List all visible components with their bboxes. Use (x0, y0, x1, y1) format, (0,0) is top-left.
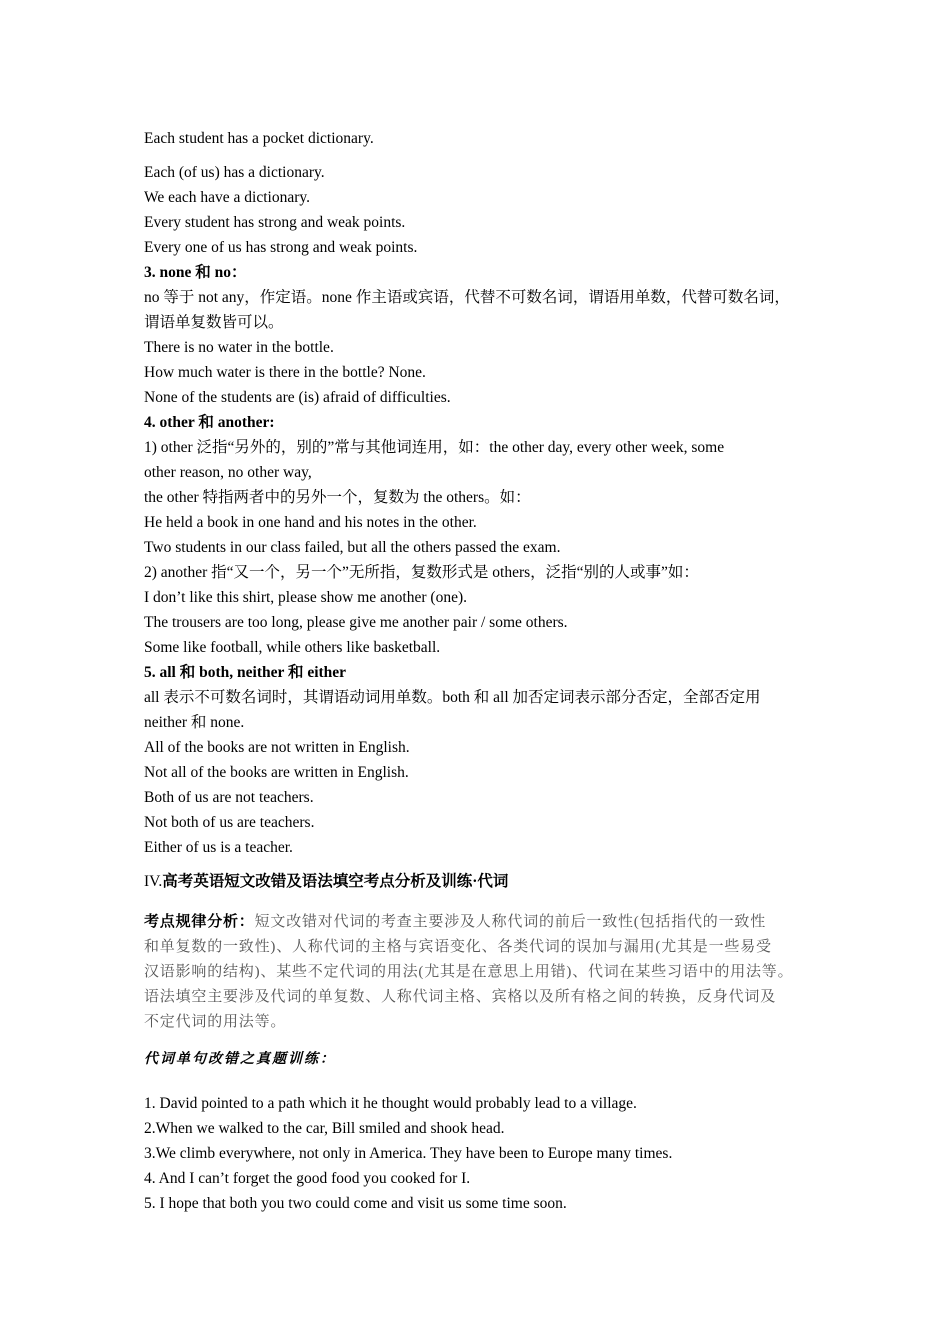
example-sentence: Each student has a pocket dictionary. (144, 130, 374, 147)
drill-item: 3.We climb everywhere, not only in America. They have been to Europe many times. (144, 1145, 673, 1162)
explanation-text: neither 和 none. (144, 714, 245, 731)
example-sentence: Every one of us has strong and weak points. (144, 239, 418, 256)
example-sentence: All of the books are not written in English. (144, 739, 410, 756)
example-sentence: I don’t like this shirt, please show me another (one). (144, 589, 467, 606)
explanation-text: 2) another 指“又一个，另一个”无所指，复数形式是 others，泛指“别的人或事”如： (144, 564, 699, 581)
example-sentence: Every student has strong and weak points. (144, 214, 406, 231)
example-sentence: Each (of us) has a dictionary. (144, 164, 325, 181)
explanation-text: 谓语单复数皆可以。 (144, 314, 284, 331)
explanation-text: the other 特指两者中的另外一个，复数为 the others。如： (144, 489, 531, 506)
example-sentence: Not both of us are teachers. (144, 814, 315, 831)
example-sentence: The trousers are too long, please give me another pair / some others. (144, 614, 568, 631)
drill-item: 2.When we walked to the car, Bill smiled and shook head. (144, 1120, 505, 1137)
explanation-text: all 表示不可数名词时，其谓语动词用单数。both 和 all 加否定词表示部分否定，全部否定用 (144, 689, 761, 706)
explanation-text: other reason, no other way, (144, 464, 312, 481)
document-body (144, 126, 814, 1216)
example-sentence: Not all of the books are written in English. (144, 764, 409, 781)
example-sentence: Either of us is a teacher. (144, 839, 293, 856)
explanation-text: 1) other 泛指“另外的，别的”常与其他词连用，如：the other day, every other week, some (144, 439, 725, 456)
example-sentence: He held a book in one hand and his notes in the other. (144, 514, 477, 531)
analysis-label: 考点规律分析： (144, 914, 255, 930)
section-heading (144, 869, 814, 894)
example-sentence: None of the students are (is) afraid of difficulties. (144, 389, 451, 406)
heading-all-both-neither-either: 5. all 和 both, neither 和 either (144, 664, 347, 681)
drill-item: 4. And I can’t forget the good food you cooked for I. (144, 1170, 471, 1187)
section-prefix: IV. (144, 873, 163, 890)
drill-title: 代词单句改错之真题训练： (144, 1052, 336, 1067)
example-sentence: Two students in our class failed, but all the others passed the exam. (144, 539, 561, 556)
analysis-text: 短文改错对代词的考查主要涉及人称代词的前后一致性(包括指代的一致性 (254, 914, 767, 930)
example-sentence: We each have a dictionary. (144, 189, 311, 206)
section-title: 高考英语短文改错及语法填空考点分析及训练·代词 (162, 873, 509, 890)
drill-item: 5. I hope that both you two could come and visit us some time soon. (144, 1195, 567, 1212)
analysis-paragraph (144, 910, 814, 1035)
analysis-text: 语法填空主要涉及代词的单复数、人称代词主格、宾格以及所有格之间的转换，反身代词及 (144, 989, 777, 1005)
drill-item: 1. David pointed to a path which it he thought would probably lead to a village. (144, 1095, 637, 1112)
analysis-text: 不定代词的用法等。 (144, 1014, 287, 1030)
drill-list (144, 1091, 814, 1216)
analysis-text: 汉语影响的结构)、某些不定代词的用法(尤其是在意思上用错)、代词在某些习语中的用法等。 (144, 964, 794, 980)
example-sentence: Some like football, while others like basketball. (144, 639, 441, 656)
explanation-text: no 等于 not any，作定语。none 作主语或宾语，代替不可数名词，谓语用单数，代替可数名词， (144, 289, 790, 306)
example-sentence: There is no water in the bottle. (144, 339, 334, 356)
heading-none-no: 3. none 和 no： (144, 264, 247, 281)
heading-other-another: 4. other 和 another: (144, 414, 275, 431)
example-sentence: How much water is there in the bottle? None. (144, 364, 426, 381)
example-sentence: Both of us are not teachers. (144, 789, 314, 806)
analysis-text: 和单复数的一致性)、人称代词的主格与宾语变化、各类代词的误加与漏用(尤其是一些易受 (144, 939, 772, 955)
